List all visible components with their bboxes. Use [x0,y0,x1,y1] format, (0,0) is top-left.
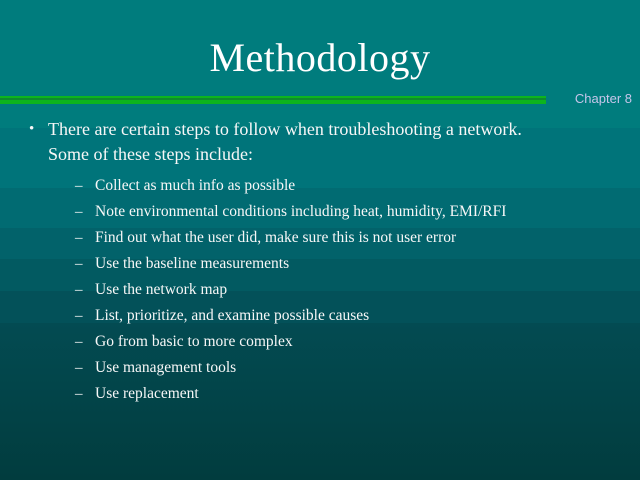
slide-title: Methodology [209,35,431,80]
list-item [0,173,640,199]
sub-bullet-text: Go from basic to more complex [95,333,293,350]
slide-body [0,117,640,407]
dash-bullet-glyph: – [75,256,83,272]
sub-bullet-text: Use management tools [95,359,237,376]
main-bullet-text: There are certain steps to follow when troubleshooting a network. Some of these steps include: [48,119,522,164]
sub-bullet-text: Note environmental conditions including heat, humidity, EMI/RFI [95,203,507,220]
dash-bullet-glyph: – [75,360,83,376]
dash-bullet-glyph: – [75,282,83,298]
list-item [0,381,640,407]
sub-bullet-text: Use the network map [95,281,228,298]
list-item [0,329,640,355]
dash-bullet-glyph: – [75,308,83,324]
sub-bullet-text: Use replacement [95,385,199,402]
sub-bullet-list [0,173,640,407]
list-item [0,225,640,251]
dash-bullet-glyph: – [75,230,83,246]
divider-stripe-bottom [0,100,546,104]
sub-bullet-text: List, prioritize, and examine possible causes [95,307,370,324]
dash-bullet-glyph: – [75,386,83,402]
dash-bullet-glyph: – [75,204,83,220]
sub-bullet-text: Use the baseline measurements [95,255,290,272]
sub-bullet-text: Collect as much info as possible [95,177,296,194]
list-item [0,199,640,225]
main-bullet-item [0,117,640,167]
list-item [0,251,640,277]
list-item [0,355,640,381]
chapter-label: Chapter 8 [574,91,632,106]
list-item [0,303,640,329]
sub-bullet-text: Find out what the user did, make sure this is not user error [95,229,457,246]
green-divider-rule [0,96,546,104]
round-bullet-glyph: • [29,121,35,137]
dash-bullet-glyph: – [75,178,83,194]
dash-bullet-glyph: – [75,334,83,350]
list-item [0,277,640,303]
